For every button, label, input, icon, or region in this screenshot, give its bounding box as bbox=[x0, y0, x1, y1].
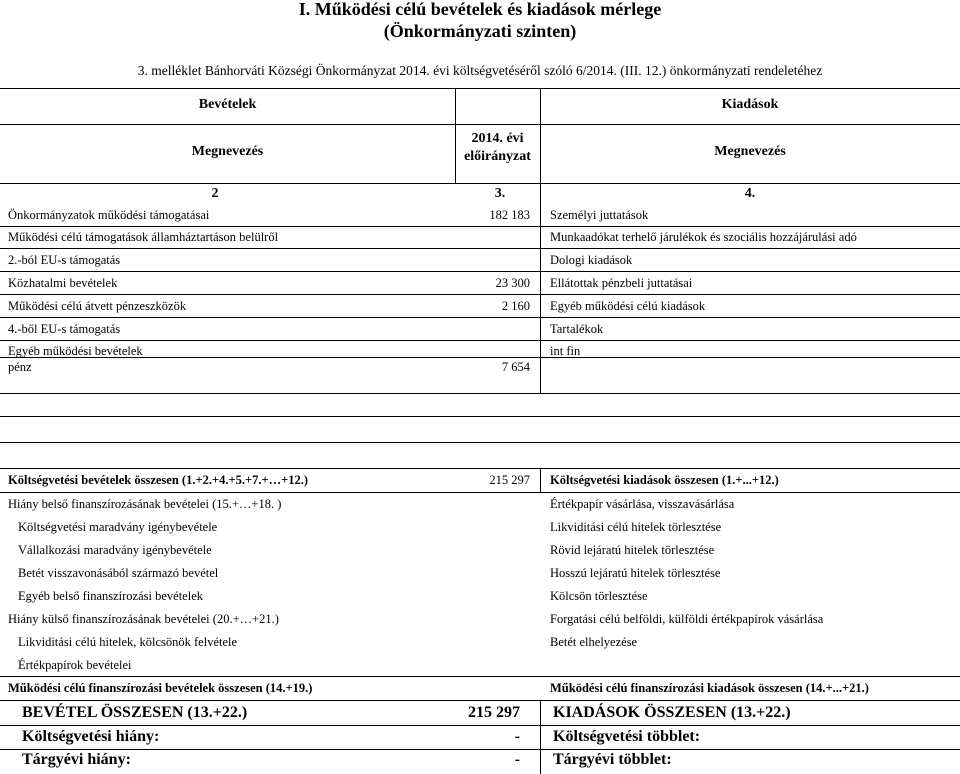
financing-row-3-label: Vállalkozási maradvány igénybevétele bbox=[18, 543, 212, 557]
appropriation-header: 2014. évi előirányzat bbox=[464, 131, 531, 164]
budget-expense-total-label: Költségvetési kiadások összesen (1.+...+12.) bbox=[550, 473, 779, 487]
row-4-revenue-label: Közhatalmi bevételek bbox=[8, 276, 118, 290]
current-year-deficit-value: - bbox=[514, 751, 520, 768]
document-reference: 3. melléklet Bánhorváti Községi Önkormányzat 2014. évi költségvetéséről szóló 6/2014. (III. 12.) önkormányzati rendeletéhez bbox=[137, 63, 823, 78]
financing-row-6-expense: Forgatási célú belföldi, külföldi értékpapírok vásárlása bbox=[550, 612, 824, 626]
financing-row-4-expense: Hosszú lejáratú hitelek törlesztése bbox=[550, 566, 721, 580]
financing-row-2-expense: Likviditási célú hitelek törlesztése bbox=[550, 520, 722, 534]
row-1-value: 182 183 bbox=[489, 208, 530, 222]
financing-row-3-expense: Rövid lejáratú hitelek törlesztése bbox=[550, 543, 715, 557]
financing-row-5-label: Egyéb belső finanszírozási bevételek bbox=[18, 589, 203, 603]
grand-revenue-total-value: 215 297 bbox=[468, 704, 520, 721]
row-1-expense-label: Személyi juttatások bbox=[550, 208, 649, 222]
name-left-header: Megnevezés bbox=[191, 144, 264, 159]
budget-revenue-total-label: Költségvetési bevételek összesen (1.+2.+4.+5.+7.+…+12.) bbox=[8, 473, 308, 487]
budget-deficit-value: - bbox=[514, 728, 520, 745]
page-title: I. Működési célú bevételek és kiadások mérlege bbox=[298, 0, 662, 19]
row-4-expense-label: Ellátottak pénzbeli juttatásai bbox=[550, 276, 693, 290]
financing-row-4-label: Betét visszavonásából származó bevétel bbox=[18, 566, 219, 580]
column-number-4: 4. bbox=[744, 186, 756, 201]
budget-surplus-label: Költségvetési többlet: bbox=[553, 728, 701, 745]
row-8-revenue-label: pénz bbox=[8, 360, 32, 374]
column-number-3: 3. bbox=[494, 186, 506, 201]
financing-expense-total-label: Működési célú finanszírozási kiadások összesen (14.+...+21.) bbox=[550, 681, 869, 695]
row-7-expense-label: int fin bbox=[550, 344, 581, 358]
financing-row-7-label: Likviditási célú hitelek, kölcsönök felvétele bbox=[18, 635, 238, 649]
financing-row-7-expense: Betét elhelyezése bbox=[550, 635, 638, 649]
current-year-deficit-label: Tárgyévi hiány: bbox=[22, 751, 131, 768]
column-number-2: 2 bbox=[211, 186, 219, 201]
page-subtitle-heading: (Önkormányzati szinten) bbox=[383, 21, 577, 41]
budget-revenue-total-value: 215 297 bbox=[489, 473, 530, 487]
financing-revenue-total-label: Működési célú finanszírozási bevételek összesen (14.+19.) bbox=[8, 681, 313, 695]
row-4-value: 23 300 bbox=[495, 276, 530, 290]
row-8-value: 7 654 bbox=[501, 360, 530, 374]
revenues-header: Bevételek bbox=[198, 97, 257, 112]
row-2-expense-label: Munkaadókat terhelő járulékok és szociális hozzájárulási adó bbox=[550, 230, 857, 244]
row-5-revenue-label: Működési célú átvett pénzeszközök bbox=[8, 299, 187, 313]
row-1-revenue-label: Önkormányzatok működési támogatásai bbox=[8, 208, 210, 222]
grand-expense-total-label: KIADÁSOK ÖSSZESEN (13.+22.) bbox=[553, 704, 791, 721]
budget-deficit-label: Költségvetési hiány: bbox=[22, 728, 160, 745]
financing-row-1-label: Hiány belső finanszírozásának bevételei (15.+…+18. ) bbox=[8, 497, 282, 511]
financing-row-2-label: Költségvetési maradvány igénybevétele bbox=[18, 520, 218, 534]
current-year-surplus-label: Tárgyévi többlet: bbox=[553, 751, 672, 768]
row-7-revenue-label: Egyéb működési bevételek bbox=[8, 344, 143, 358]
row-2-revenue-label: Működési célú támogatások államháztartáson belülről bbox=[8, 230, 279, 244]
row-3-expense-label: Dologi kiadások bbox=[550, 253, 633, 267]
row-5-expense-label: Egyéb működési célú kiadások bbox=[550, 299, 706, 313]
row-6-expense-label: Tartalékok bbox=[550, 322, 604, 336]
financing-row-6-label: Hiány külső finanszírozásának bevételei (20.+…+21.) bbox=[8, 612, 279, 626]
financing-row-8-label: Értékpapírok bevételei bbox=[18, 658, 132, 672]
row-5-value: 2 160 bbox=[501, 299, 530, 313]
grand-revenue-total-label: BEVÉTEL ÖSSZESEN (13.+22.) bbox=[22, 704, 248, 721]
financing-row-5-expense: Kölcsön törlesztése bbox=[550, 589, 648, 603]
expenditures-header: Kiadások bbox=[721, 97, 779, 112]
financing-row-1-expense: Értékpapír vásárlása, visszavásárlása bbox=[550, 497, 735, 511]
row-3-revenue-label: 2.-ból EU-s támogatás bbox=[8, 253, 121, 267]
name-right-header: Megnevezés bbox=[714, 144, 786, 159]
row-6-revenue-label: 4.-ből EU-s támogatás bbox=[8, 322, 121, 336]
